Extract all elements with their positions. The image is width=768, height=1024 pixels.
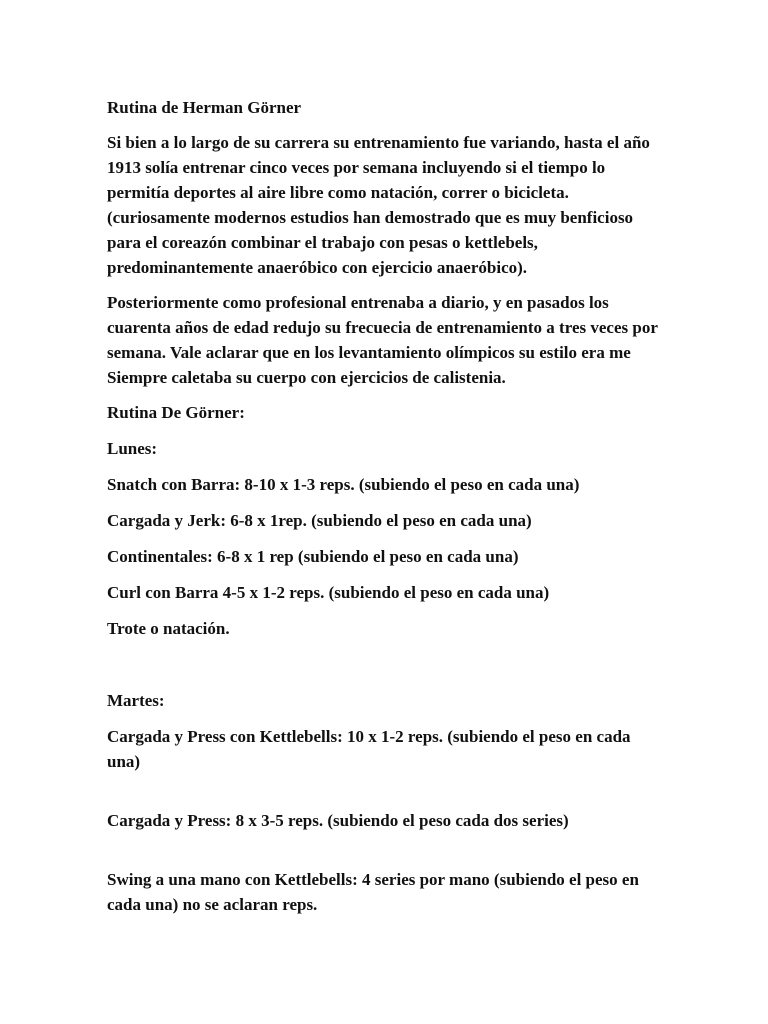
career-paragraph: Posteriormente como profesional entrenaba a diario, y en pasados los cuarenta años de edad redujo su frecuecia de entrenamiento a tres veces por semana. Vale aclarar que en los levantamiento olímpicos su estilo era me Siempre caletaba su cuerpo con ejercicios de calistenia. [107,293,658,387]
tuesday-item: Cargada y Press: 8 x 3-5 reps. (subiendo el peso cada dos series) [107,811,569,830]
document-title: Rutina de Herman Görner [107,98,302,117]
tuesday-item: Cargada y Press con Kettlebells: 10 x 1-2 reps. (subiendo el peso en cada una) [107,727,631,771]
monday-item: Cargada y Jerk: 6-8 x 1rep. (subiendo el peso en cada una) [107,511,532,530]
tuesday-label: Martes: [107,691,165,710]
monday-item: Continentales: 6-8 x 1 rep (subiendo el peso en cada una) [107,547,519,566]
routine-heading: Rutina De Görner: [107,403,245,422]
monday-item: Snatch con Barra: 8-10 x 1-3 reps. (subiendo el peso en cada una) [107,475,580,494]
tuesday-item: Swing a una mano con Kettlebells: 4 series por mano (subiendo el peso en cada una) no se aclaran reps. [107,870,639,914]
section-spacer [107,652,667,688]
document-body [107,95,667,928]
intro-paragraph: Si bien a lo largo de su carrera su entrenamiento fue variando, hasta el año 1913 solía entrenar cinco veces por semana incluyendo si el tiempo lo permitía deportes al aire libre como natación, correr o bicicleta. (curiosamente modernos estudios han demostrado que es muy benficioso para el coreazón combinar el trabajo con pesas o kettlebels, predominantemente anaeróbico con ejercicio anaeróbico). [107,133,650,277]
monday-item: Trote o natación. [107,619,230,638]
monday-label: Lunes: [107,439,158,458]
monday-item: Curl con Barra 4-5 x 1-2 reps. (subiendo el peso en cada una) [107,583,550,602]
